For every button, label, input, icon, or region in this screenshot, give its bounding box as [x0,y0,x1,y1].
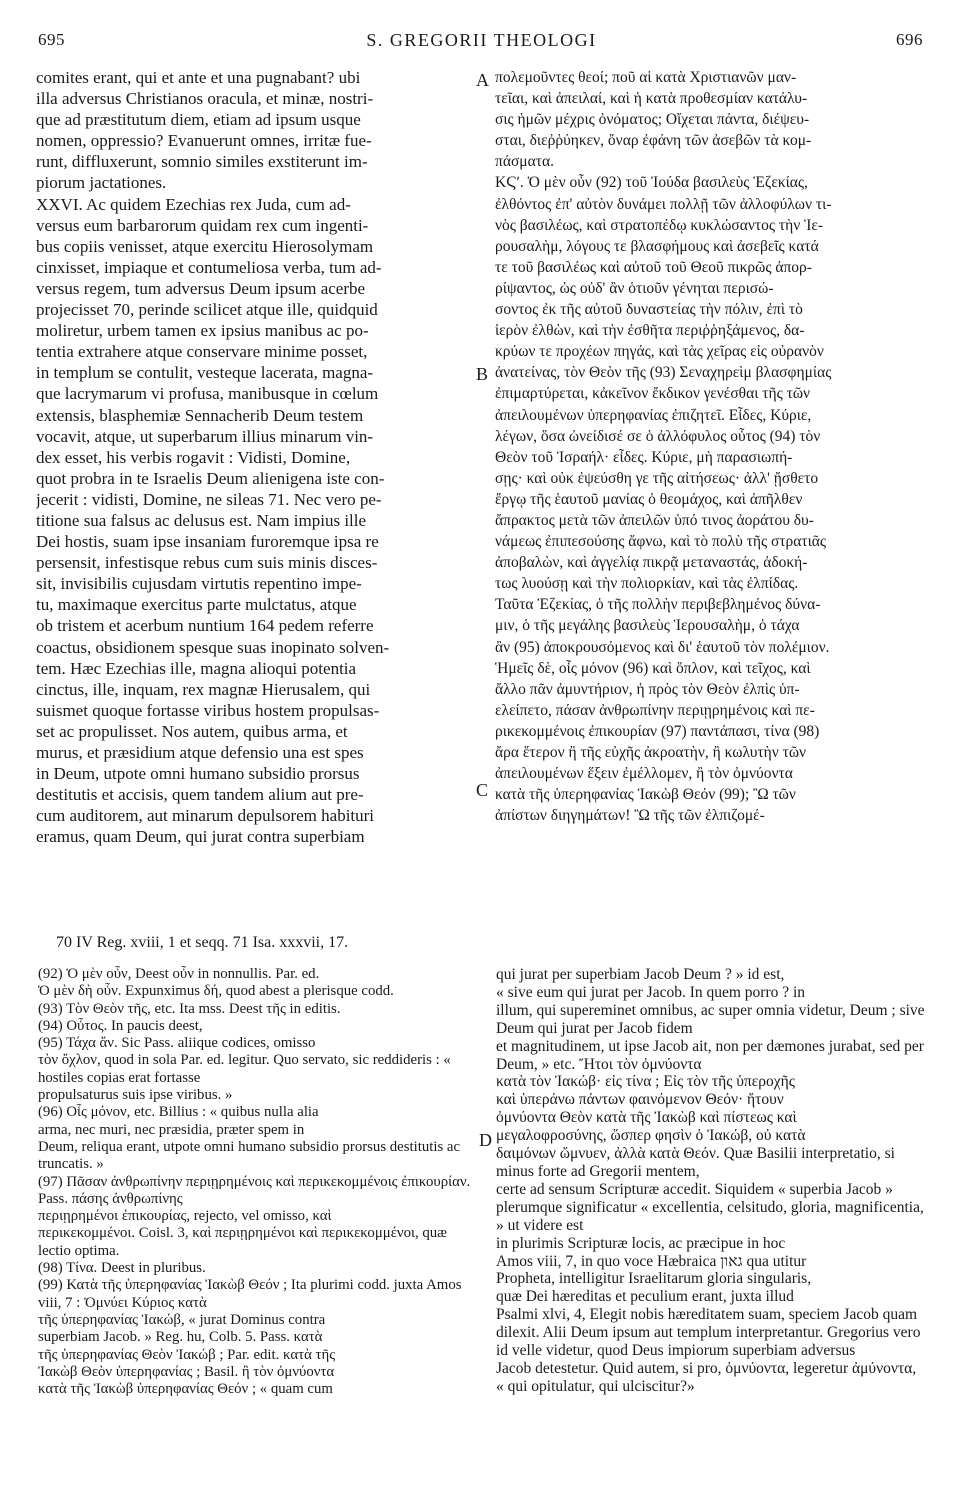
latin-line: illa adversus Christianos oracula, et minæ, nostri- [36,89,374,109]
greek-line: ρουσαλὴμ, λόγους τε βλασφήμους καὶ ἀσεβεῖς κατά [495,237,819,255]
greek-line: τεῖαι, καὶ ἀπειλαί, καὶ ἡ κατὰ προθεσμίαν κατάλυ- [495,90,808,108]
footnote-line: (97) Πᾶσαν ἀνθρωπίνην περιῃρημένοις καὶ περικεκομμένοις ἐπικουρίαν. Pass. πάσης ἀνθρωπίνης [38,1173,471,1207]
greek-line: νὸς βασιλέως, καὶ στρατοπέδῳ κυκλώσαντος τὴν Ἱε- [495,216,824,234]
footnote-line: Deum, reliqua erant, utpote omni humano subsidio prorsus destitutis ac truncatis. » [38,1138,461,1173]
footnote-line: (95) Τάχα ἄν. Sic Pass. aliique codices, omisso [38,1035,316,1052]
footnote-line: τὸν ὄχλον, quod in sola Par. ed. legitur. Quo servato, sic reddideris : « hostiles copias erat fortasse [38,1052,451,1086]
footnote-line: Propheta, intelligitur Israelitarum gloria singularis, [496,1270,812,1288]
greek-line: ρίψαντος, ὡς οὐδ' ἂν ὁτιοῦν γένηται περισώ- [495,279,774,297]
greek-line: Ἡμεῖς δὲ, οἷς μόνον (96) καὶ ὅπλον, καὶ τεῖχος, καὶ [495,659,811,677]
margin-letter-b: B [476,364,489,384]
greek-line: ἐλθόντος ἐπ' αὐτὸν δυνάμει πολλῇ τῶν ἀλλοφύλων τι- [495,195,832,213]
footnote-line: περικεκομμένοι. Coisl. 3, καὶ περιῃρημένοι καὶ περικεκομμένοι, quæ lectio optima. [38,1225,448,1259]
footnote-line: quæ Dei hæreditas et peculium erant, juxta illud [496,1288,794,1306]
greek-line: ἀπειλουμένων ἕξειν ἐμέλλομεν, ἢ τὸν ὀμνύοντα [495,765,793,783]
footnotes-right-column [496,966,926,1396]
latin-line: murus, et præsidium atque defensio una est spes [36,743,364,762]
latin-line: cum auditorem, aut minarum depulsorem habituri [36,806,375,826]
latin-line: tentia extrahere atque conservare minime posset, [36,342,368,362]
latin-line: projecisset 70, perinde scilicet atque ille, quidquid [36,300,378,320]
greek-line: Θεὸν τοῦ Ἰσραήλ· εἶδες. Κύριε, μὴ παρασιωπή- [495,448,793,466]
greek-line: σῃς· καὶ οὐκ ἐψεύσθη γε τῆς αἰτήσεως· ἀλλ' ᾔσθετο [495,469,819,487]
latin-line: versus regem, tum adversus Deum ipsum acerbe [36,278,366,298]
latin-line: coactus, obsidionem spesque suas inopinato solven- [36,637,390,657]
greek-line: ἐπιμαρτύρεται, κἀκεῖνον ἔκδικον γενέσθαι τῆς τῶν [495,385,811,403]
greek-line: ἀποβαλὼν, καὶ ἀγγελίᾳ πικρᾷ μεταναστάς, ἀδοκή- [495,554,808,572]
footnote-line: τῆς ὑπερηφανίας Ἰακώβ, « jurat Dominus contra [38,1311,326,1328]
greek-line: σοντος ἐκ τῆς αὐτοῦ δυναστείας τὴν πόλιν, ἐπὶ τὸ [495,301,803,319]
footnote-line: Amos viii, 7, in quo voce Hæbraica גאון qua utitur [496,1252,807,1270]
greek-line: ἀπίστων διηγημάτων! Ὢ τῆς τῶν ἐλπιζομέ- [495,807,765,825]
footnotes-left-column [38,966,478,1398]
latin-line: cinxisset, impiaque et contumeliosa verba, tum ad- [36,257,382,277]
greek-text-column [495,67,925,826]
footnote-line: Ἰακὼβ Θεὸν ὑπερηφανίας ; Basil. ἢ τὸν ὀμνύοντα [38,1363,335,1380]
latin-line: XXVI. Ac quidem Ezechias rex Juda, cum ad- [36,194,351,214]
greek-line: σται, διεῤῥύηκεν, ὄναρ ἐφάνη τῶν ἀσεβῶν τὰ κομ- [495,132,812,150]
page-number-left: 695 [38,30,65,49]
footnote-line: (92) Ὁ μὲν οὖν, Deest οὖν in nonnullis. Par. ed. [38,966,320,982]
footnote-line: in plurimis Scripturæ locis, ac præcipue in hoc [496,1234,786,1252]
greek-line: ἀνατείνας, τὸν Θεὸν τῆς (93) Σεναχηρεὶμ βλασφημίας [495,364,832,382]
latin-line: runt, diffluxerunt, somnio similes exstiterunt im- [36,152,368,172]
latin-line: in templum se contulit, vesteque lacerata, magna- [36,363,374,383]
latin-line: extensis, blasphemiæ Sennacherib Deum testem [36,405,364,425]
latin-line: piorum jactationes. [36,173,167,193]
latin-line: eramus, quam Deum, qui jurat contra superbiam [36,827,365,847]
footnote-line: (93) Τὸν Θεὸν τῆς, etc. Ita mss. Deest τῆς in editis. [38,1000,341,1017]
footnote-line: illum, qui supereminet omnibus, ac super omnia videtur, Deum ; sive Deum qui jurat per Jacob fidem [496,1001,925,1037]
latin-line: que ad præstitutum diem, etiam ad ipsum usque [36,110,361,130]
footnote-line: μεγαλοφροσύνης, ὥσπερ φησὶν ὁ Ἰακώβ, οὐ κατὰ [496,1127,806,1145]
latin-line: vocavit, atque, ut superbarum illius minarum vin- [36,426,374,446]
greek-line: ἄρα ἕτερον ἢ τῆς εὐχῆς ἀκροατὴν, ἢ κωλυτὴν τῶν [495,744,807,761]
latin-line: jecerit : vidisti, Domine, ne sileas 71. Nec vero pe- [36,489,382,509]
greek-line: τε τοῦ βασιλέως καὶ αὐτοῦ τοῦ Θεοῦ πικρῶς ἀπορ- [495,258,812,276]
greek-line: ἂν (95) ἀποκρουσόμενος καὶ δι' ἑαυτοῦ τὸν πολέμιον. [495,638,830,656]
margin-letter-c: C [476,780,489,800]
latin-line: quot probra in te Israelis Deum alienigena iste con- [36,468,385,488]
margin-letter-a: A [476,70,489,90]
latin-line: comites erant, qui et ante et una pugnabant? ubi [36,68,361,87]
greek-line: μιν, ὁ τῆς μεγάλης βασιλεὺς Ἱερουσαλὴμ, ὁ τάχα [495,617,800,635]
greek-line: ἀπειλουμένων ὑπερηφανίας ἐπιζητεῖ. Εἶδες, Κύριε, [495,406,812,424]
footnote-line: περιῃρημένοι ἐπικουρίας, rejecto, vel omisso, καὶ [38,1208,332,1225]
footnote-line: propulsaturus suis ipse viribus. » [38,1087,233,1104]
page-number-right: 696 [896,30,923,49]
footnote-line: qui jurat per superbiam Jacob Deum ? » id est, [496,966,785,983]
latin-line: set ac propulisset. Nos autem, quibus arma, et [36,721,348,741]
greek-line: λέγων, ὅσα ὠνείδισέ σε ὁ ἀλλόφυλος οὗτος (94) τὸν [495,427,821,445]
footnote-line: et magnitudinem, ut ipse Jacob ait, non per dæmones jurabat, sed per Deum, » etc. Ἤτοι τὸν ὀμνύοντα [496,1037,924,1073]
footnote-line: Jacob detestetur. Quid autem, si pro, ὀμνύοντα, legeretur ἀμύνοντα, « qui opitulatur, qui ulciscitur?» [496,1359,917,1395]
latin-line: bus copiis venisset, atque exercitu Hierosolymam [36,236,374,256]
greek-line: ρικεκομμένοις ἐπικουρίαν (97) παντάπασι, τίνα (98) [495,722,820,740]
greek-line: τως λυούσῃ καὶ τὴν πολιορκίαν, καὶ τὰς ἐλπίδας. [495,575,799,593]
latin-line: in Deum, utpote omni humano subsidio prorsus [36,764,360,784]
footnote-line: Ὁ μὲν δὴ οὖν. Expunximus δή, quod abest a plerisque codd. [38,983,394,1000]
footnote-line: certe ad sensum Scripturæ accedit. Siquidem « superbia Jacob » plerumque significatur « excellentia, celsitudo, gloria, magnificentia, » ut videre est [496,1180,924,1234]
latin-line: tu, maximaque exercitus parte mulctatus, atque [36,595,357,615]
footnote-line: superbiam Jacob. » Reg. hu, Colb. 5. Pass. κατὰ [38,1329,323,1346]
latin-line: dex esset, his verbis rogavit : Vidisti, Domine, [36,447,351,467]
latin-text-column [36,67,472,847]
footnote-line: δαιμόνων ὤμνυεν, ἀλλὰ κατὰ Θεόν. Quæ Basilii interpretatio, si minus forte ad Gregorii mentem, [496,1145,895,1180]
latin-line: versus eum barbarorum quidam rex cum ingenti- [36,215,369,235]
greek-line: ἔργῳ τῆς ἑαυτοῦ μανίας ὁ θεομάχος, καὶ ἀπῆλθεν [495,490,803,508]
latin-line: destitutis et accisis, quem tandem alium aut pre- [36,785,364,805]
footnote-line: ὀμνύοντα Θεὸν κατὰ τῆς Ἰακὼβ καὶ πίστεως καὶ [496,1109,797,1127]
latin-line: sit, invisibilis cujusdam virtutis repentino impe- [36,574,362,594]
footnote-line: (98) Τίνα. Deest in pluribus. [38,1260,206,1277]
greek-line: σις ἡμῶν μέχρις ὀνόματος; Οἴχεται πάντα, διέψευ- [495,111,810,129]
latin-line: nomen, oppressio? Evanuerunt omnes, irritæ fue- [36,131,372,151]
margin-letter-d: D [479,1130,492,1150]
footnote-line: τῆς ὑπερηφανίας Θεὸν Ἰακώβ ; Par. edit. κατὰ τῆς [38,1346,336,1363]
latin-line: que lacrymarum vi profusa, manibusque in cœlum [36,384,379,404]
greek-line: ΚϚʹ. Ὁ μὲν οὖν (92) τοῦ Ἰούδα βασιλεὺς Ἐζεκίας, [495,174,808,192]
latin-line: tem. Hæc Ezechias ille, magna alioqui potentia [36,658,357,678]
running-title: S. GREGORII THEOLOGI [366,30,597,50]
scripture-references: 70 IV Reg. xviii, 1 et seqq. 71 Isa. xxxvii, 17. [56,934,349,951]
footnote-line: arma, nec muri, nec præsidia, præter spem in [38,1121,305,1138]
footnote-line: (96) Οἷς μόνον, etc. Billius : « quibus nulla alia [38,1104,319,1121]
greek-line: πάσματα. [495,153,554,171]
footnote-line: καὶ ὑπεράνω πάντων φαινόμενον Θεόν· ἤτουν [496,1091,784,1109]
footnote-line: « sive eum qui jurat per Jacob. In quem porro ? in [496,983,806,1001]
greek-line: ἄπρακτος μετὰ τῶν ἀπειλῶν ὑπό τινος ἀοράτου δυ- [495,511,814,529]
greek-line: Ταῦτα Ἐζεκίας, ὁ τῆς πολλὴν περιβεβλημένος δύνα- [495,596,821,614]
greek-line: ελείπετο, πάσαν ἀνθρωπίνην περιῃρημένοις καὶ πε- [495,701,815,719]
greek-line: πολεμοῦντες θεοί; ποῦ αἱ κατὰ Χριστιανῶν μαν- [495,69,797,86]
latin-line: moliretur, urbem tamen ex ipsius manibus ac po- [36,321,369,341]
greek-line: νάμεως ἐπιπεσούσης ἄφνω, καὶ τὸ πολὺ τῆς στρατιᾶς [495,533,827,551]
latin-line: titione sua falsus ac delusus est. Nam impius ille [36,510,367,530]
latin-line: Dei hostis, suam ipse insaniam furoremque ipsa re [36,532,379,552]
footnote-line: κατὰ τὸν Ἰακώβ· εἰς τίνα ; Εἰς τὸν τῆς ὑπεροχῆς [496,1073,795,1091]
latin-line: cinctus, ille, inquam, rex magnæ Hierusalem, qui [36,679,371,699]
greek-line: ἄλλο πᾶν ἀμυντήριον, ἡ πρὸς τὸν Θεὸν ἐλπὶς ὑπ- [495,680,800,698]
footnote-line: Psalmi xlvi, 4, Elegit nobis hæreditatem suam, speciem Jacob quam dilexit. Alii Deum ipsum aut templum interpretantur. Gregorius vero id velle videtur, quod Deus impiorum superbiam adversus [496,1306,921,1360]
latin-line: suismet quoque fortasse viribus hostem propulsas- [36,700,380,720]
latin-line: ob tristem et acerbum nuntium 164 pedem referre [36,616,374,636]
footnote-line: (94) Οὗτος. In paucis deest, [38,1017,203,1034]
greek-line: κρύων τε προχέων πηγάς, καὶ τὰς χεῖρας εἰς οὐρανὸν [495,343,824,361]
latin-line: persensit, infestisque rebus cum suis minis disces- [36,553,378,573]
greek-line: κατὰ τῆς ὑπερηφανίας Ἰακὼβ Θεόν (99); Ὢ τῶν [495,786,796,804]
footnote-line: (99) Κατὰ τῆς ὑπερηφανίας Ἰακὼβ Θεόν ; Ita plurimi codd. juxta Amos viii, 7 : Ὀμνύει Κύριος κατὰ [38,1277,462,1311]
footnote-line: κατὰ τῆς Ἰακὼβ ὑπερηφανίας Θεόν ; « quam cum [38,1381,333,1398]
greek-line: ἱερὸν ἐλθὼν, καὶ τὴν ἐσθῆτα περιῤῥηξάμενος, δα- [495,322,805,340]
